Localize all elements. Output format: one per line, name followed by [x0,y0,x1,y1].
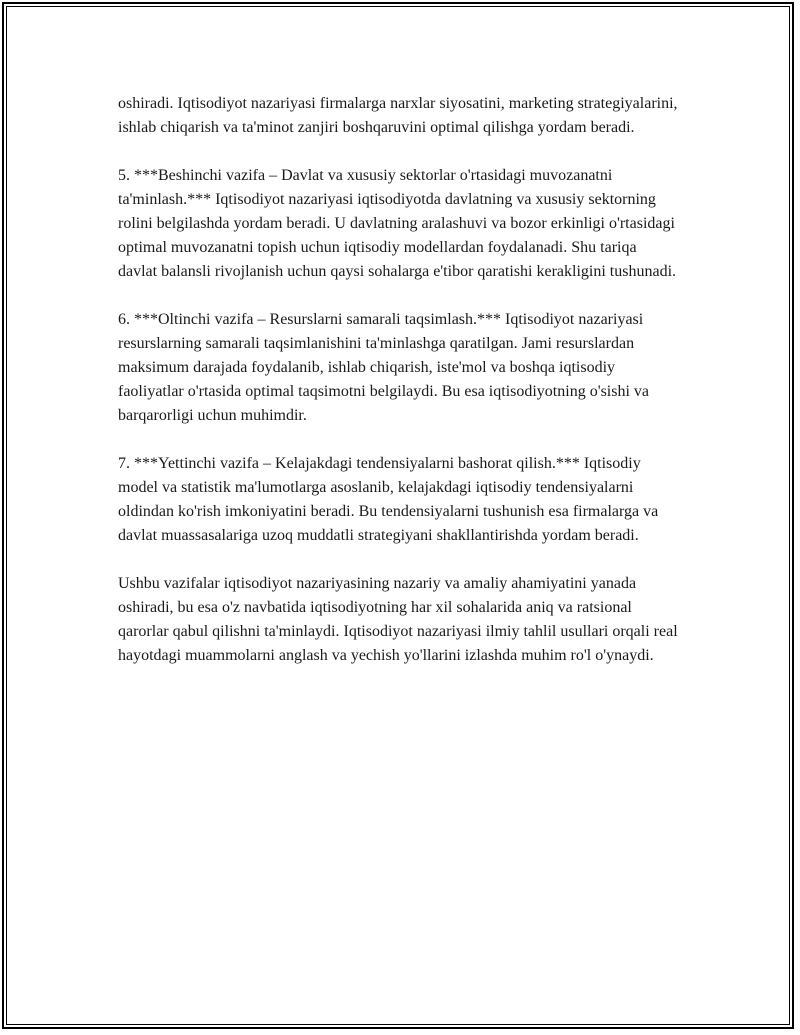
paragraph-fifth-task: 5. ***Beshinchi vazifa – Davlat va xususiy sektorlar o'rtasidagi muvozanatni ta'minlash.*** Iqtisodiyot nazariyasi iqtisodiyotda davlatning va xususiy sektorning rolini belgilashda yordam beradi. U davlatning aralashuvi va bozor erkinligi o'rtasidagi optimal muvozanatni topish uchun iqtisodiy modellardan foydalanadi. Shu tariqa davlat balansli rivojlanish uchun qaysi sohalarga e'tibor qaratishi kerakligini tushunadi. [118,167,677,280]
document-body [118,92,678,692]
paragraph-intro-continuation: oshiradi. Iqtisodiyot nazariyasi firmalarga narxlar siyosatini, marketing strategiyalarini, ishlab chiqarish va ta'minot zanjiri boshqaruvini optimal qilishga yordam beradi. [118,95,678,136]
paragraph-conclusion: Ushbu vazifalar iqtisodiyot nazariyasining nazariy va amaliy ahamiyatini yanada oshiradi, bu esa o'z navbatida iqtisodiyotning har xil sohalarida aniq va ratsional qarorlar qabul qilishni ta'minlaydi. Iqtisodiyot nazariyasi ilmiy tahlil usullari orqali real hayotdagi muammolarni anglash va yechish yo'llarini izlashda muhim ro'l o'ynaydi. [118,575,678,664]
paragraph-sixth-task: 6. ***Oltinchi vazifa – Resurslarni samarali taqsimlash.*** Iqtisodiyot nazariyasi resurslarning samarali taqsimlanishini ta'minlashga qaratilgan. Jami resurslardan maksimum darajada foydalanib, ishlab chiqarish, iste'mol va boshqa iqtisodiy faoliyatlar o'rtasida optimal taqsimotni belgilaydi. Bu esa iqtisodiyotning o'sishi va barqarorligi uchun muhimdir. [118,311,650,424]
paragraph-seventh-task: 7. ***Yettinchi vazifa – Kelajakdagi tendensiyalarni bashorat qilish.*** Iqtisodiy model va statistik ma'lumotlarga asoslanib, kelajakdagi iqtisodiy tendensiyalarni oldindan ko'rish imkoniyatini beradi. Bu tendensiyalarni tushunish esa firmalarga va davlat muassasalariga uzoq muddatli strategiyani shakllantirishda yordam beradi. [118,455,659,544]
